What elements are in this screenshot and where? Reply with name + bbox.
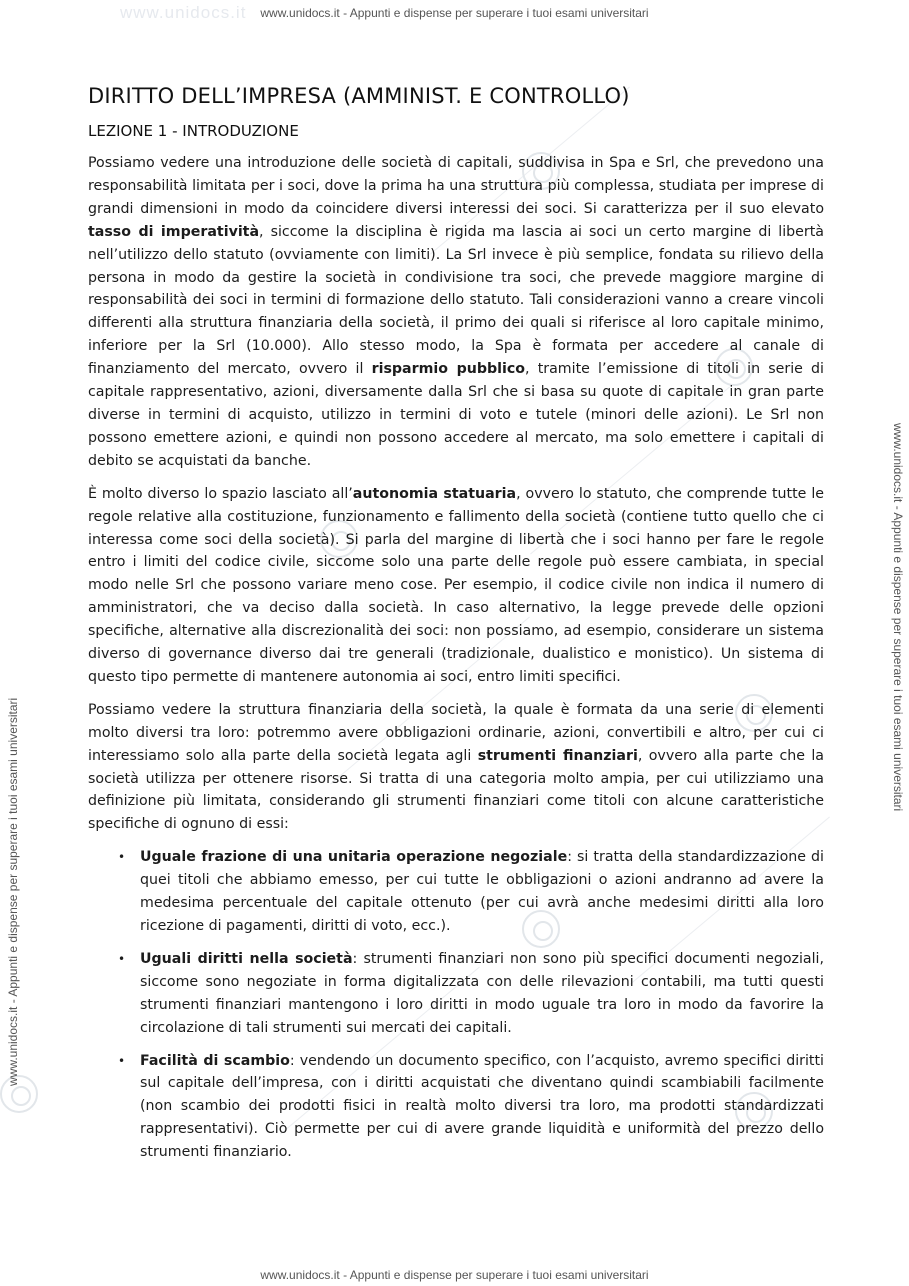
list-item xyxy=(140,948,824,1040)
bold-term: autonomia statuaria xyxy=(352,485,517,502)
paragraph-struttura xyxy=(88,699,824,836)
text-span: : strumenti finanziari non sono più specifici documenti negoziali, siccome sono negoziate in forma digitalizzata con delle rilevazioni contabili, ma tutti questi strumenti finanziari mantengono i loro diritti in modo uguale tra loro in modo da favorire la circolazione di tali strumenti sui mercati dei capitali. xyxy=(140,950,824,1036)
text-span: : si tratta della standardizzazione di quei titoli che abbiamo emesso, per cui tutte le obbligazioni o azioni andranno ad avere la medesima percentuale del capitale ottenuto (per cui avrà anche medesimi diritti alla loro ricezione di pagamenti, diritti di voto, ecc.). xyxy=(140,849,824,934)
paragraph-autonomia xyxy=(88,483,824,689)
paragraph-intro xyxy=(88,152,824,473)
document-title: DIRITTO DELL’IMPRESA (AMMINIST. E CONTROLLO) xyxy=(88,84,630,108)
text-span: , ovvero alla parte che la società utilizza per ottenere risorse. Si tratta di una categoria molto ampia, per cui utilizziamo una definizione più limitata, considerando gli strumenti finanziari come titoli con alcune caratteristiche specifiche di ognuno di essi: xyxy=(88,747,824,833)
list-item xyxy=(140,1050,824,1165)
text-span: Possiamo vedere la struttura finanziaria della società, la quale è formata da una serie di elementi molto diversi tra loro: potremmo avere obbligazioni ordinarie, azioni, convertibili e altro, per cui ci interessiamo solo alla parte della società legata agli xyxy=(88,701,824,764)
bold-term: Facilità di scambio xyxy=(140,1052,290,1069)
text-span: Possiamo vedere una introduzione delle società di capitali, suddivisa in Spa e Srl, che prevedono una responsabilità limitata per i soci, dove la prima ha una struttura più complessa, studiata per imprese di grandi dimensioni in modo da coincidere diversi interessi dei soci. Si caratterizza per il suo elevato xyxy=(88,155,824,217)
bold-term: risparmio pubblico xyxy=(371,361,526,378)
text-span: È molto diverso lo spazio lasciato all’ xyxy=(88,485,353,502)
ghost-watermark-top: www.unidocs.it xyxy=(120,3,247,22)
list-item xyxy=(140,846,824,938)
watermark-right: www.unidocs.it - Appunti e dispense per superare i tuoi esami universitari xyxy=(891,423,905,812)
bullet-list xyxy=(88,846,824,1164)
text-span: , ovvero lo statuto, che comprende tutte le regole relative alla costituzione, funzionamento e fallimento della società (contiene tutto quello che ci interessa come soci della società). Si parla del margine di libertà che i soci hanno per fare le regole entro i limiti del codice civile, siccome solo una parte delle regole può essere cambiata, in special modo nelle Srl che possono variare meno cose. Per esempio, il codice civile non indica il numero di amministratori, che va deciso dalla società. In caso alternativo, la legge prevede delle opzioni specifiche, alternative alla discrezionalità dei soci: non possiamo, ad esempio, considerare un sistema diverso di governance diverso dai tre generali (tradizionale, dualistico e monistico). Un sistema di questo tipo permette di mantenere autonomia ai soci, entro limiti specifici. xyxy=(88,485,824,685)
bold-term: Uguali diritti nella società xyxy=(140,950,353,967)
text-span: : vendendo un documento specifico, con l’acquisto, avremo specifici diritti sul capitale dell’impresa, con i diritti acquistati che diventano quindi scambiabili facilmente (non scambio dei prodotti fisici in realtà molto diversi tra loro, ma prodotti standardizzati rappresentativi). Ciò permette per cui di avere grande liquidità e uniformità del prezzo dello strumenti finanziario. xyxy=(140,1052,824,1161)
watermark-bottom: www.unidocs.it - Appunti e dispense per superare i tuoi esami universitari xyxy=(260,1268,649,1282)
text-span: , siccome la disciplina è rigida ma lascia ai soci un certo margine di libertà nell’utilizzo dello statuto (ovviamente con limiti). La Srl invece è più semplice, fondata su rilievo della persona in modo da gestire la società in condivisione tra soci, che prevede maggiore margine di responsabilità dei soci in termini di formazione dello statuto. Tali considerazioni vanno a creare vincoli differenti alla struttura finanziaria della società, il primo dei quali si riferisce al loro capitale minimo, inferiore per la Srl (10.000). Allo stesso modo, la Spa è formata per accedere al canale di finanziamento del mercato, ovvero il xyxy=(88,223,824,378)
bold-term: Uguale frazione di una unitaria operazione negoziale xyxy=(140,849,568,866)
watermark-left: www.unidocs.it - Appunti e dispense per superare i tuoi esami universitari xyxy=(6,697,20,1086)
watermark-top: www.unidocs.it - Appunti e dispense per superare i tuoi esami universitari xyxy=(260,6,649,20)
lesson-heading: LEZIONE 1 - INTRODUZIONE xyxy=(88,122,299,140)
bold-term: strumenti finanziari xyxy=(477,747,638,764)
text-span: , tramite l’emissione di titoli in serie di capitale rappresentativo, azioni, diversamente dalla Srl che si basa su quote di capitale in gran parte diverse in termini di acquisto, utilizzo in termini di voto e tutele (minori delle azioni). Le Srl non possono emettere azioni, e quindi non possono accedere al mercato, ma solo emettere i capitali di debito se acquistati da banche. xyxy=(88,361,824,469)
bold-term: tasso di imperatività xyxy=(88,223,260,240)
document-body xyxy=(88,84,824,1174)
